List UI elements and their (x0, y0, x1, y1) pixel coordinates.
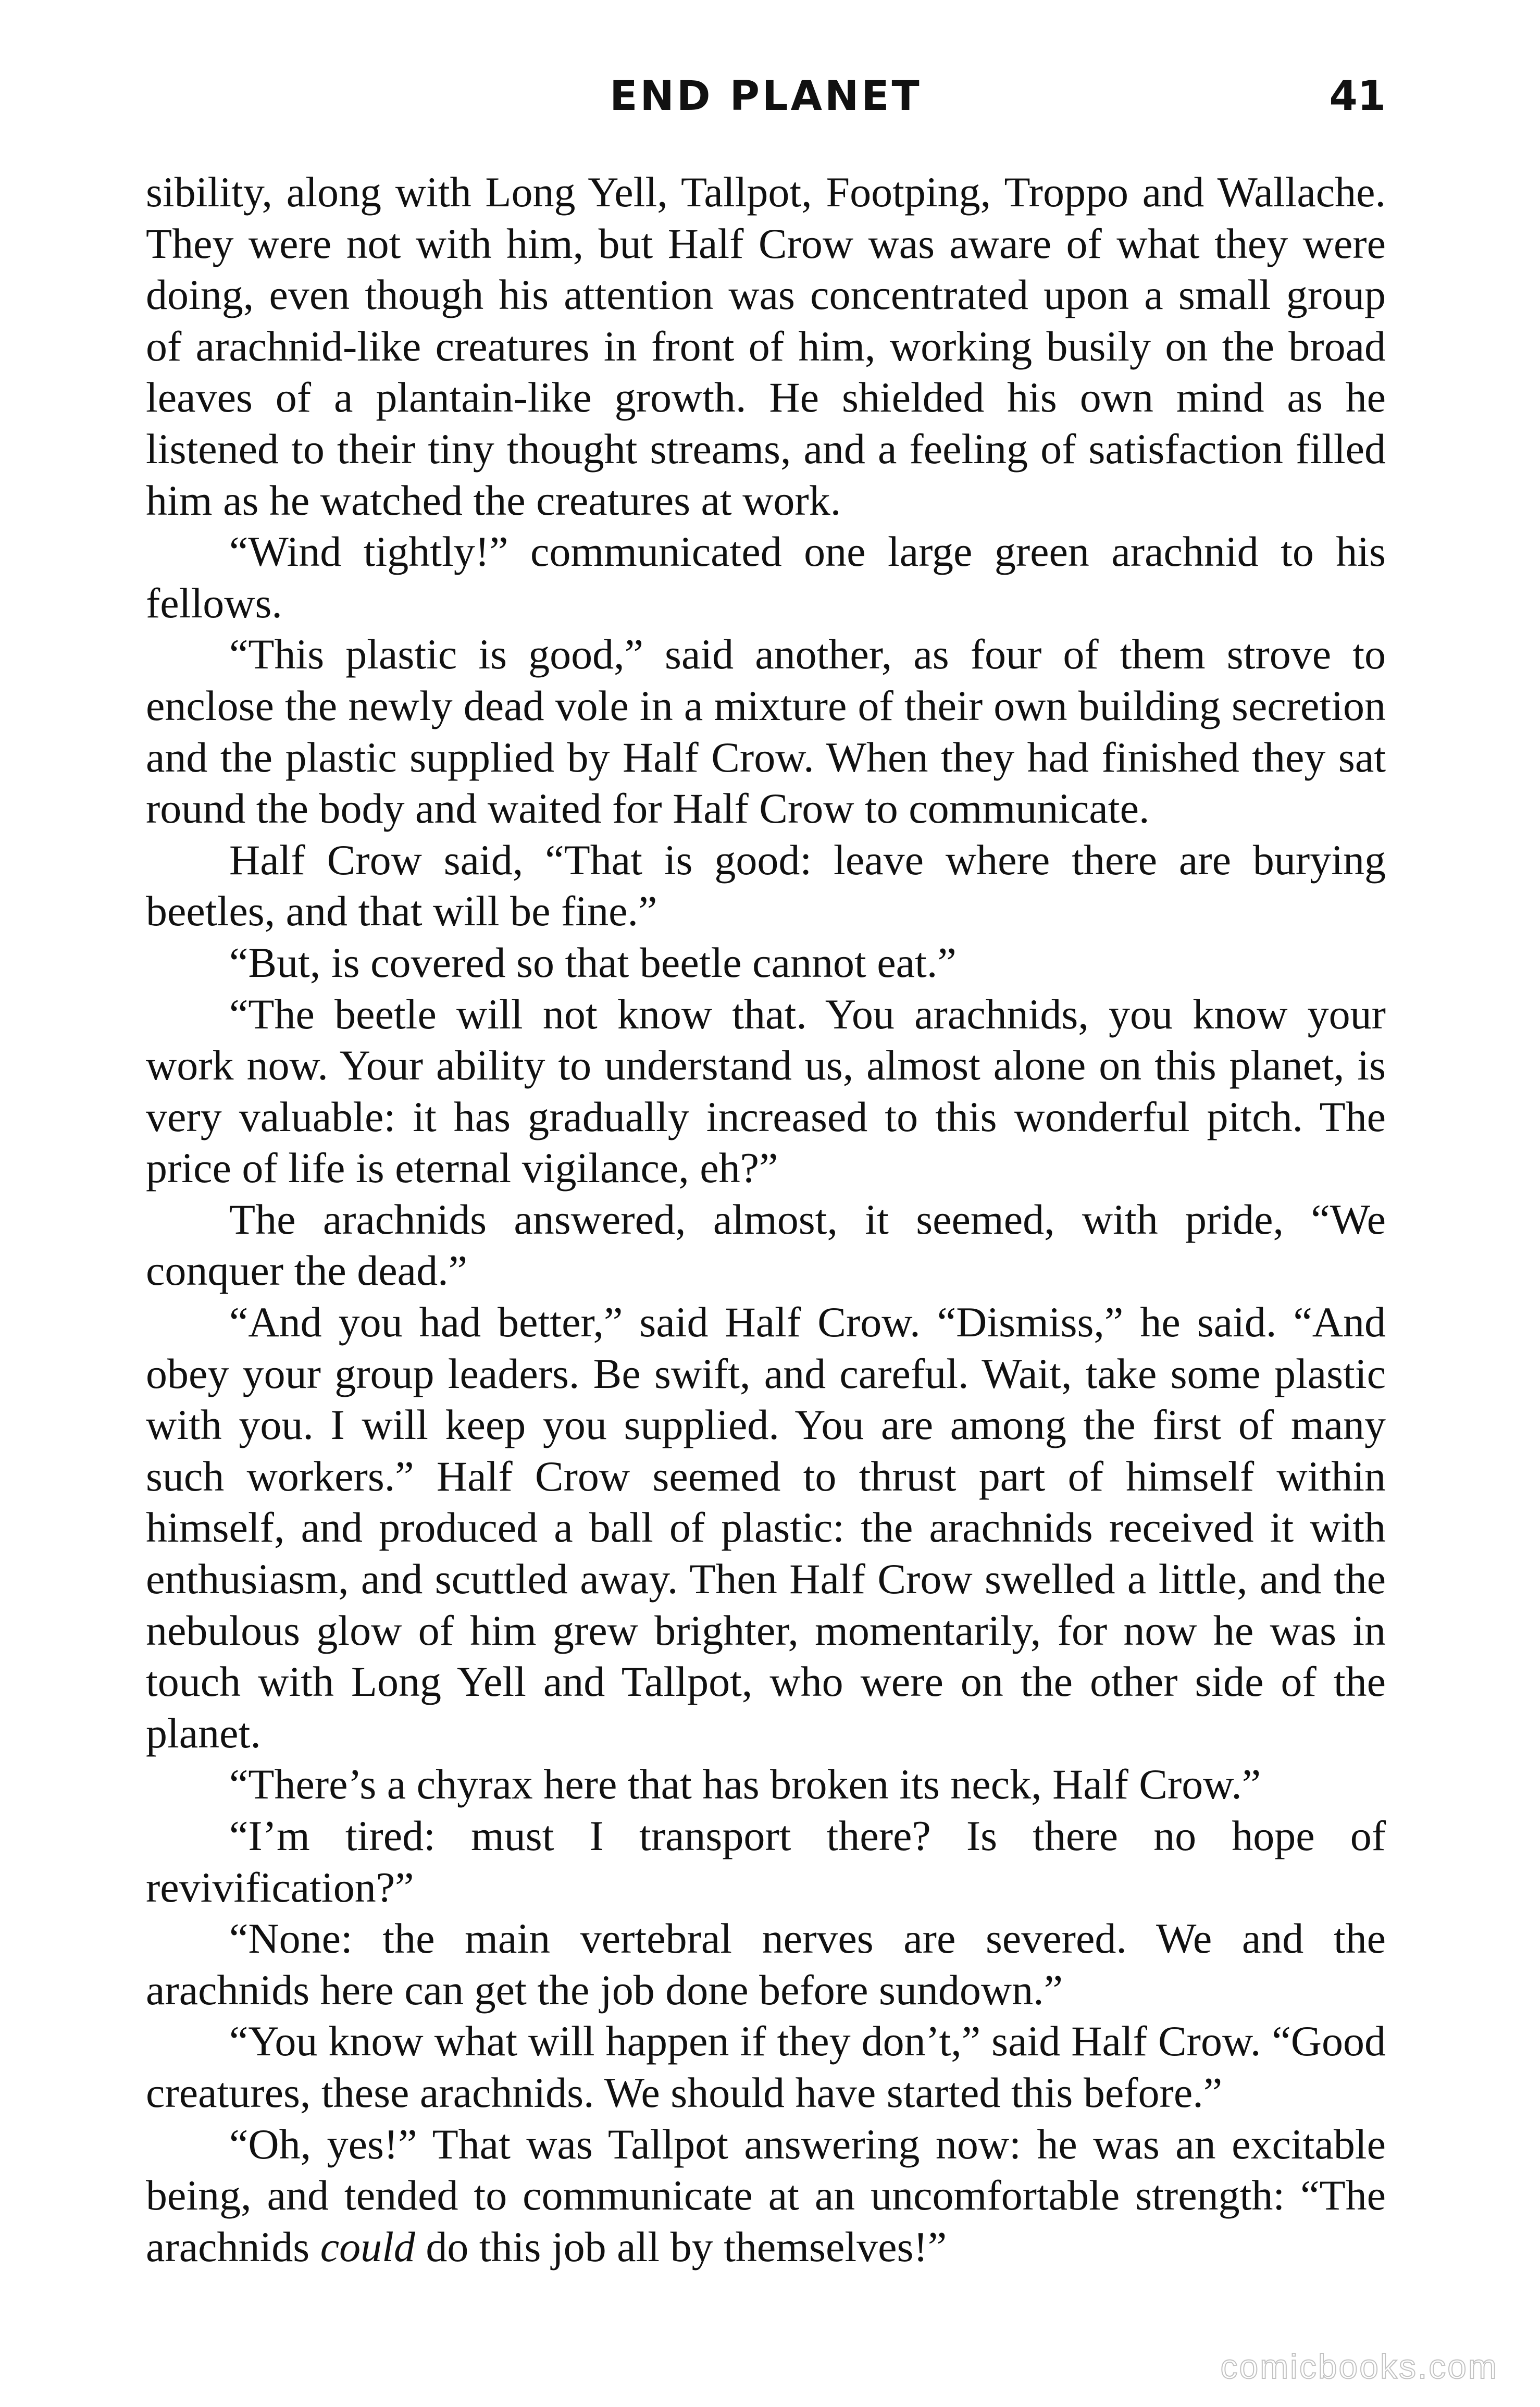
paragraph (146, 1297, 1386, 1759)
paragraph-text: “The beetle will not know that. You arachnids, you know your work now. Your ability to understand us, almost alone on this planet, is very valuable: it has gradually increased to this wonderful pitch. The price of life is eternal vigilance, eh?” (146, 990, 1386, 1192)
paragraph-text: The arachnids answered, almost, it seemed, with pride, “We conquer the dead.” (146, 1195, 1386, 1295)
paragraph (146, 1913, 1386, 2016)
paragraph-text: “But, is covered so that beetle cannot eat.” (229, 938, 957, 986)
paragraph-text: Half Crow said, “That is good: leave where there are burying beetles, and that will be fine.” (146, 836, 1386, 935)
paragraph (146, 937, 1386, 989)
page-header (146, 68, 1386, 130)
body-text (146, 167, 1386, 2273)
paragraph (146, 526, 1386, 629)
paragraph (146, 835, 1386, 937)
italic-text: could (320, 2223, 415, 2270)
paragraph-text: “This plastic is good,” said another, as four of them strove to enclose the newly dead vole in a mixture of their own building secretion and the plastic supplied by Half Crow. When they had finished they sat round the body and waited for Half Crow to communicate. (146, 630, 1386, 833)
paragraph (146, 989, 1386, 1194)
paragraph-text: “Oh, yes!” That was Tallpot answering now: he was an excitable being, and tended to communicate at an uncomfortable strength: “The arachnids (146, 2120, 1386, 2270)
paragraph (146, 1194, 1386, 1297)
paragraph-text: “You know what will happen if they don’t,” said Half Crow. “Good creatures, these arachnids. We should have started this before.” (146, 2017, 1386, 2116)
paragraph (146, 2016, 1386, 2118)
running-head: END PLANET (610, 73, 922, 120)
paragraph (146, 1759, 1386, 1810)
paragraph (146, 1810, 1386, 1913)
paragraph (146, 2119, 1386, 2273)
paragraph-text: sibility, along with Long Yell, Tallpot, Footping, Troppo and Wallache. They were not with him, but Half Crow was aware of what they were doing, even though his attention was concentrated upon a small group of arachnid-like creatures in front of him, working busily on the broad leaves of a plantain-like growth. He shielded his own mind as he listened to their tiny thought streams, and a feeling of satisfaction filled him as he watched the creatures at work. (146, 168, 1386, 524)
page-number: 41 (1329, 73, 1386, 120)
watermark: comicbooks.com (1220, 2347, 1498, 2386)
paragraph (146, 629, 1386, 834)
paragraph (146, 167, 1386, 526)
paragraph-text: “There’s a chyrax here that has broken its neck, Half Crow.” (229, 1760, 1261, 1808)
paragraph-text: “And you had better,” said Half Crow. “Dismiss,” he said. “And obey your group leaders. Be swift, and careful. Wait, take some plastic with you. I will keep you supplied. You are among the first of many such workers.” Half Crow seemed to thrust part of himself within himself, and produced a ball of plastic: the arachnids received it with enthusiasm, and scuttled away. Then Half Crow swelled a little, and the nebulous glow of him grew brighter, momentarily, for now he was in touch with Long Yell and Tallpot, who were on the other side of the planet. (146, 1298, 1386, 1757)
paragraph-text: “I’m tired: must I transport there? Is there no hope of revivification?” (146, 1812, 1386, 1911)
paragraph-text: do this job all by themselves!” (415, 2223, 947, 2270)
paragraph-text: “None: the main vertebral nerves are severed. We and the arachnids here can get the job done before sundown.” (146, 1915, 1386, 2014)
paragraph-text: “Wind tightly!” communicated one large green arachnid to his fellows. (146, 528, 1386, 627)
